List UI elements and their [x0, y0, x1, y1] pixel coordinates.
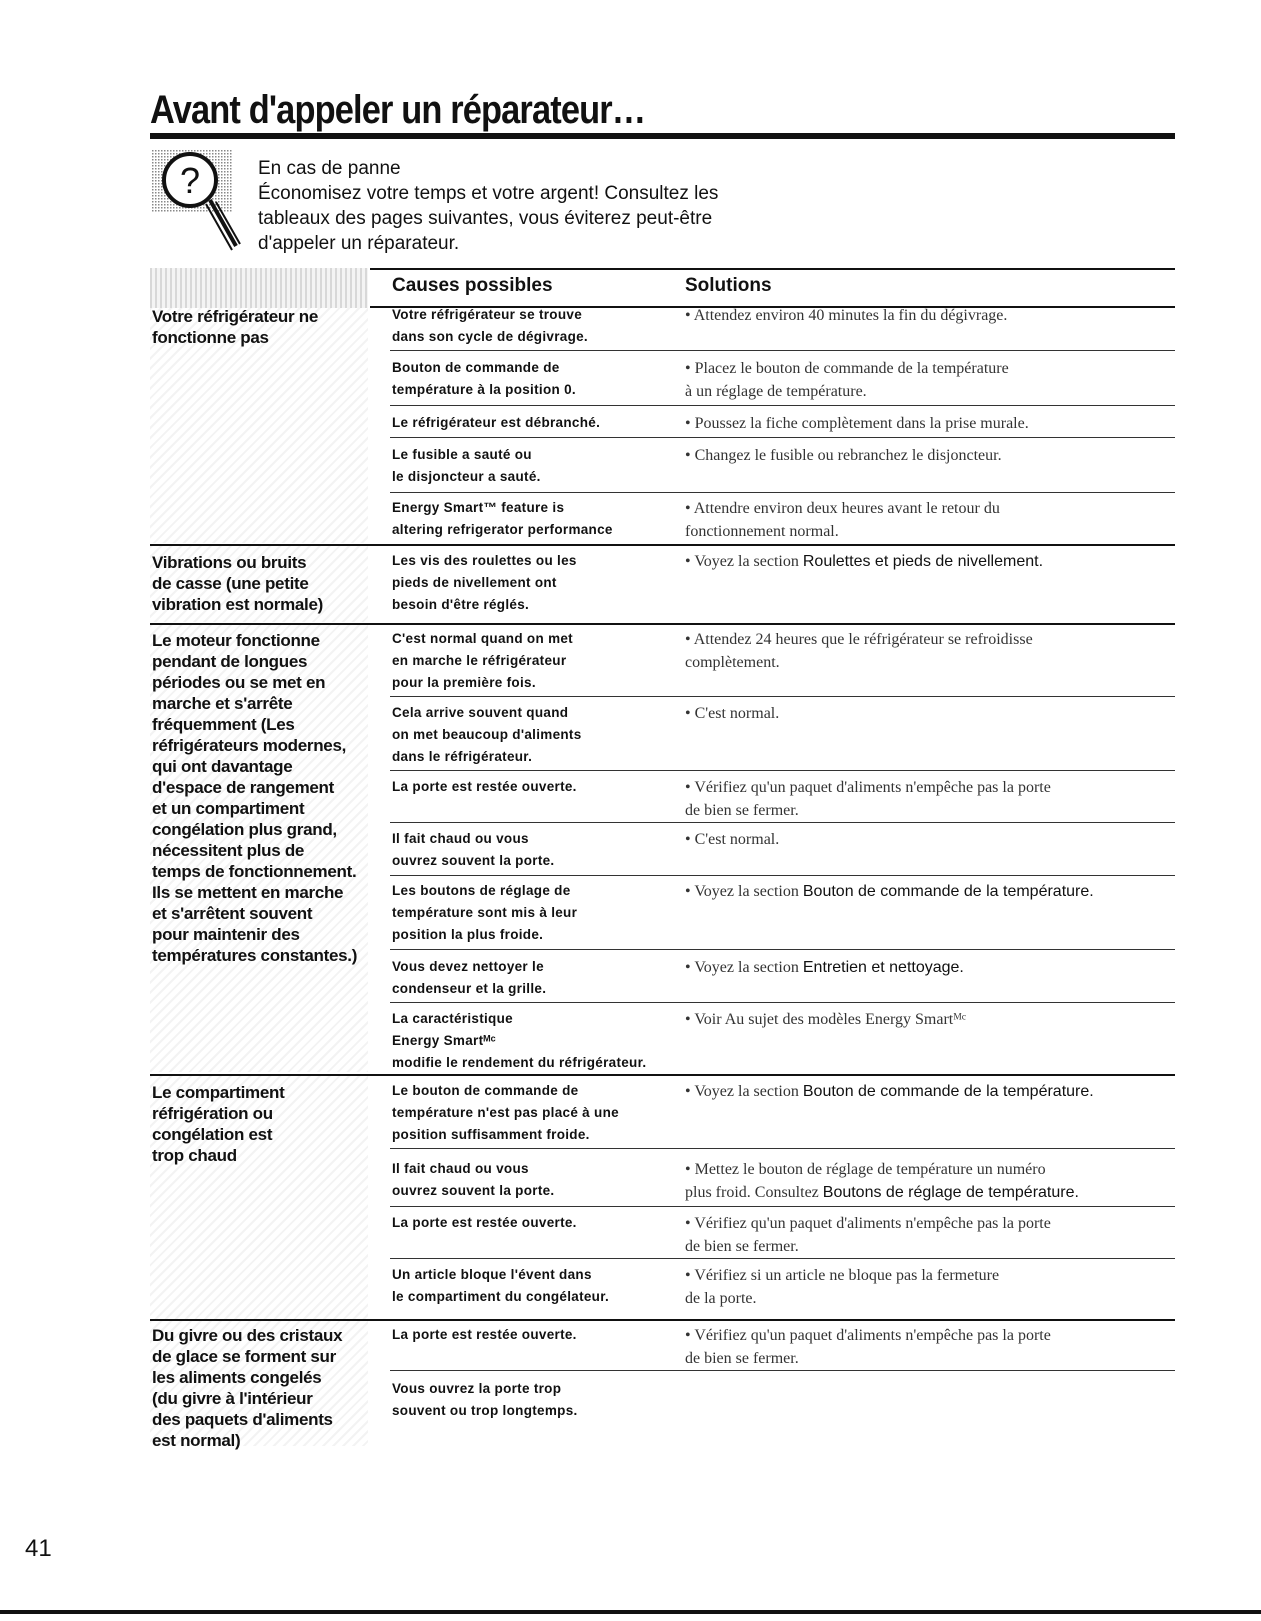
intro-text: [258, 156, 818, 256]
problem-label: Votre réfrigérateur ne fonctionne pas: [152, 307, 318, 347]
intro-line: tableaux des pages suivantes, vous éviterez peut-être: [258, 208, 713, 229]
solution-text: • C'est normal.: [685, 705, 780, 722]
row-divider: [390, 770, 1175, 771]
solution-prefix: • Voyez la section: [685, 883, 803, 900]
solution-text: • Attendez environ 40 minutes la fin du dégivrage.: [685, 307, 1008, 324]
cause-text: Bouton de commande de température à la position 0.: [392, 360, 576, 397]
solution-text: • Vérifiez qu'un paquet d'aliments n'empêche pas la porte de bien se fermer.: [685, 779, 1051, 819]
problem-label: Le moteur fonctionne pendant de longues périodes ou se met en marche et s'arrête fréquemment (Les réfrigérateurs modernes, qui ont davantage d'espace de rangement et un compartiment congélation plus grand, nécessitent plus de temps de fonctionnement. Ils se mettent en marche et s'arrêtent souvent pour maintenir des températures constantes.): [152, 631, 358, 965]
page-title: Avant d'appeler un réparateur…: [150, 88, 646, 132]
solution-text: • C'est normal.: [685, 831, 780, 848]
title-rule: [150, 133, 1175, 139]
cause-text: Le fusible a sauté ou le disjoncteur a sauté.: [392, 447, 541, 484]
cause-text: La porte est restée ouverte.: [392, 1215, 577, 1230]
cause-text: Energy Smart™ feature is altering refrigerator performance: [392, 500, 613, 537]
row-divider: [390, 949, 1175, 950]
solution-text: • Changez le fusible ou rebranchez le disjoncteur.: [685, 447, 1002, 464]
page-number: 41: [25, 1535, 52, 1562]
row-divider: [390, 405, 1175, 406]
cause-text: Il fait chaud ou vous ouvrez souvent la porte.: [392, 1161, 555, 1198]
solution-text: [685, 550, 1175, 573]
intro-line: d'appeler un réparateur.: [258, 233, 460, 254]
header-shade: [150, 268, 368, 310]
causes-header: Causes possibles: [392, 275, 553, 296]
solution-reference: Bouton de commande de la température.: [802, 1083, 1094, 1100]
solution-text: • Vérifiez qu'un paquet d'aliments n'empêche pas la porte de bien se fermer.: [685, 1215, 1051, 1255]
solution-prefix: • Mettez le bouton de réglage de température un numéro plus froid. Consultez: [685, 1161, 1046, 1201]
solution-prefix: • Voyez la section: [685, 959, 803, 976]
solution-reference: Boutons de réglage de température.: [822, 1184, 1079, 1201]
cause-text: Votre réfrigérateur se trouve dans son cycle de dégivrage.: [392, 307, 588, 344]
question-magnifier-icon: [152, 150, 244, 258]
row-divider: [390, 1206, 1175, 1207]
bottom-border: [0, 1610, 1261, 1614]
solution-text: [685, 1080, 1175, 1103]
row-divider: [390, 875, 1175, 876]
cause-text: La porte est restée ouverte.: [392, 1327, 577, 1342]
solution-text: • Placez le bouton de commande de la température à un réglage de température.: [685, 360, 1009, 400]
cause-text: Les vis des roulettes ou les pieds de nivellement ont besoin d'être réglés.: [392, 553, 577, 612]
row-divider: [390, 1148, 1175, 1149]
row-divider: [390, 492, 1175, 493]
solution-text: [685, 1158, 1175, 1204]
solution-text: [685, 880, 1175, 903]
row-divider: [390, 437, 1175, 438]
problem-label: Vibrations ou bruits de casse (une petite vibration est normale): [152, 553, 323, 614]
solution-text: • Vérifiez qu'un paquet d'aliments n'empêche pas la porte de bien se fermer.: [685, 1327, 1051, 1367]
solution-reference: Entretien et nettoyage.: [802, 959, 964, 976]
solution-prefix: • Voyez la section: [685, 553, 803, 570]
header-rule: [370, 268, 1175, 270]
solution-reference: Roulettes et pieds de nivellement.: [802, 553, 1044, 570]
solutions-header: Solutions: [685, 275, 772, 296]
cause-text: La caractéristique Energy Smartᴹᶜ modifie le rendement du réfrigérateur.: [392, 1011, 647, 1070]
solution-text: • Vérifiez si un article ne bloque pas la fermeture de la porte.: [685, 1267, 1000, 1307]
cause-text: La porte est restée ouverte.: [392, 779, 577, 794]
cause-text: Vous devez nettoyer le condenseur et la grille.: [392, 959, 547, 996]
problem-label: Du givre ou des cristaux de glace se forment sur les aliments congelés (du givre à l'intérieur des paquets d'aliments est normal): [152, 1326, 343, 1450]
cause-text: Cela arrive souvent quand on met beaucoup d'aliments dans le réfrigérateur.: [392, 705, 582, 764]
solution-text: [685, 956, 1175, 979]
row-divider: [390, 1370, 1175, 1371]
cause-text: Vous ouvrez la porte trop souvent ou trop longtemps.: [392, 1381, 578, 1418]
row-divider: [390, 696, 1175, 697]
solution-text: • Attendez 24 heures que le réfrigérateur se refroidisse complètement.: [685, 631, 1033, 671]
problem-label: Le compartiment réfrigération ou congélation est trop chaud: [152, 1083, 285, 1165]
cause-text: C'est normal quand on met en marche le réfrigérateur pour la première fois.: [392, 631, 573, 690]
solution-reference: Bouton de commande de la température.: [802, 883, 1094, 900]
solution-text: • Voir Au sujet des modèles Energy Smartᴹᶜ: [685, 1011, 966, 1028]
intro-line: En cas de panne: [258, 158, 401, 179]
cause-text: Le réfrigérateur est débranché.: [392, 415, 601, 430]
solution-prefix: • Voyez la section: [685, 1083, 803, 1100]
row-divider: [390, 1002, 1175, 1003]
svg-text:?: ?: [179, 160, 201, 201]
row-divider: [390, 822, 1175, 823]
row-divider: [390, 350, 1175, 351]
solution-text: • Attendre environ deux heures avant le retour du fonctionnement normal.: [685, 500, 1000, 540]
cause-text: Les boutons de réglage de température sont mis à leur position la plus froide.: [392, 883, 578, 942]
intro-line: Économisez votre temps et votre argent! Consultez les: [258, 183, 719, 204]
row-divider: [390, 1258, 1175, 1259]
cause-text: Il fait chaud ou vous ouvrez souvent la porte.: [392, 831, 555, 868]
cause-text: Un article bloque l'évent dans le compartiment du congélateur.: [392, 1267, 610, 1304]
cause-text: Le bouton de commande de température n'est pas placé à une position suffisamment froide.: [392, 1083, 619, 1142]
solution-text: • Poussez la fiche complètement dans la prise murale.: [685, 415, 1029, 432]
